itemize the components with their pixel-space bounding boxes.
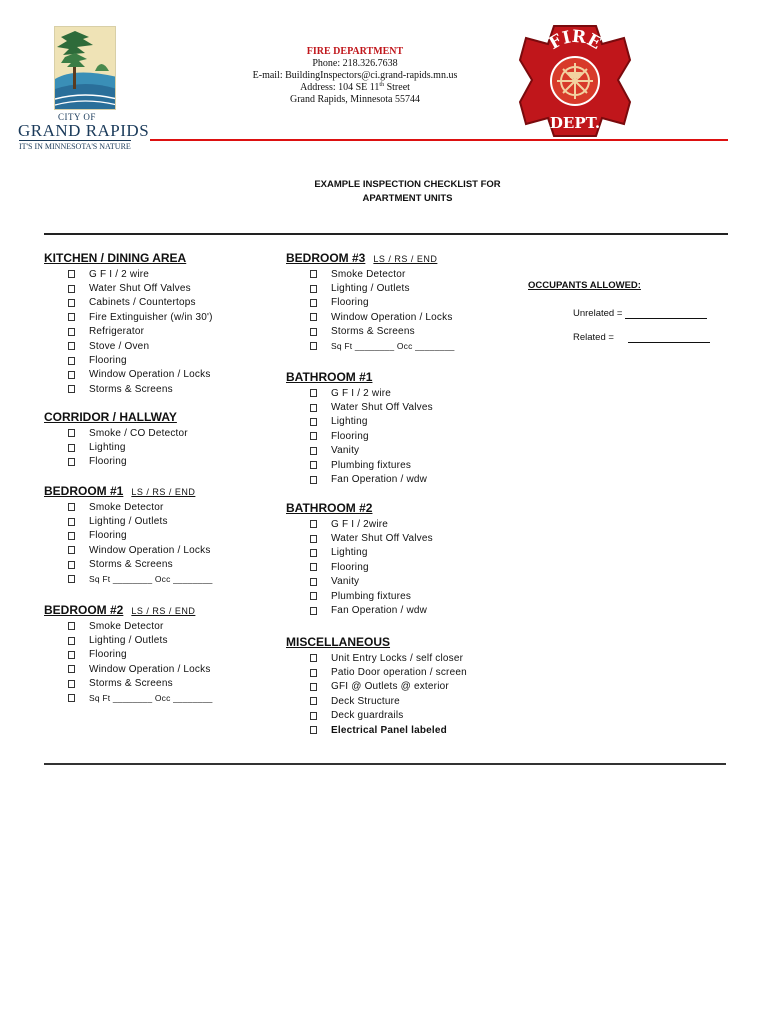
related-blank-field[interactable]	[628, 333, 710, 343]
checklist-item	[68, 500, 213, 514]
checklist-item-label: Flooring	[89, 355, 127, 367]
checklist-item	[310, 281, 455, 295]
checklist-item-label: Flooring	[331, 561, 369, 573]
title-line-2: APARTMENT UNITS	[362, 193, 453, 204]
checklist-item-label: G F I / 2 wire	[89, 268, 150, 280]
checkbox[interactable]	[68, 503, 75, 511]
checkbox[interactable]	[310, 683, 317, 691]
address-sup: th	[379, 82, 385, 88]
checklist-item-label: Fan Operation / wdw	[331, 474, 428, 486]
section-title: CORRIDOR / HALLWAY	[44, 410, 177, 424]
checklist-item-label: Smoke Detector	[89, 501, 164, 513]
checklist-item-label: Sq Ft ________ Occ ________	[331, 341, 455, 352]
checkbox[interactable]	[68, 285, 75, 293]
checklist-item-label: Vanity	[331, 576, 360, 588]
checklist-item-label: Smoke Detector	[89, 620, 164, 632]
checklist-item	[68, 648, 213, 662]
checkbox[interactable]	[68, 680, 75, 688]
section-header	[286, 251, 455, 267]
section-title: KITCHEN / DINING AREA	[44, 251, 187, 265]
checklist-item-label: G F I / 2wire	[331, 518, 389, 530]
checkbox[interactable]	[310, 563, 317, 571]
checklist-item	[310, 575, 433, 589]
checklist-item	[310, 665, 467, 679]
checklist-item	[68, 267, 213, 281]
checklist-item	[310, 415, 433, 429]
checklist-item	[310, 589, 433, 603]
section-title: BEDROOM #3	[286, 251, 366, 265]
section-bathroom-2	[286, 501, 433, 618]
checklist-item	[68, 426, 188, 440]
section-bedroom-2	[44, 603, 213, 705]
checklist-item-label: Storms & Screens	[331, 326, 415, 338]
checklist-item-label: Storms & Screens	[89, 383, 173, 395]
checklist-item	[68, 310, 213, 324]
email-text: E-mail: BuildingInspectors@ci.grand-rapids.mn.us	[252, 70, 458, 81]
checklist-item	[310, 400, 433, 414]
checklist-item-label: Sq Ft ________ Occ ________	[89, 574, 213, 585]
checkbox[interactable]	[310, 549, 317, 557]
section-miscellaneous	[286, 635, 467, 737]
checklist-item-label: Smoke Detector	[331, 268, 406, 280]
checkbox[interactable]	[68, 458, 75, 466]
checklist-item-label: GFI @ Outlets @ exterior	[331, 681, 449, 693]
checklist-item	[68, 353, 213, 367]
tree-logo-icon	[54, 26, 116, 110]
logo-city-name: GRAND RAPIDS	[18, 121, 150, 140]
checkbox[interactable]	[68, 651, 75, 659]
checklist-item	[68, 619, 213, 633]
section-suffix: LS / RS / END	[373, 254, 438, 264]
checklist-item-label: Electrical Panel labeled	[331, 724, 447, 736]
checklist-item-label: Fan Operation / wdw	[331, 605, 428, 617]
checklist-item-label: Smoke / CO Detector	[89, 427, 188, 439]
checklist-item	[68, 382, 213, 396]
checklist-item-label: Water Shut Off Valves	[89, 283, 191, 295]
checklist-item-label: Flooring	[89, 649, 127, 661]
checklist-item	[68, 455, 188, 469]
checklist-item-label: Storms & Screens	[89, 559, 173, 571]
header-divider	[150, 139, 728, 141]
checklist-item	[68, 368, 213, 382]
checklist-item	[310, 723, 467, 737]
section-suffix: LS / RS / END	[131, 487, 196, 497]
checklist-item-label: Window Operation / Locks	[89, 369, 211, 381]
checklist-item	[310, 458, 433, 472]
title-divider	[44, 233, 728, 235]
checkbox[interactable]	[68, 546, 75, 554]
checkbox[interactable]	[68, 665, 75, 673]
section-bedroom-3	[286, 251, 455, 353]
checklist-item-label: Window Operation / Locks	[89, 544, 211, 556]
checklist-item	[68, 558, 213, 572]
page-title	[240, 178, 575, 206]
checklist	[68, 267, 213, 397]
checkbox[interactable]	[68, 532, 75, 540]
checklist-item	[310, 651, 467, 665]
checklist	[310, 386, 433, 487]
checklist-item	[310, 517, 433, 531]
checklist-item-label: Water Shut Off Valves	[331, 402, 433, 414]
section-title: BATHROOM #2	[286, 501, 373, 515]
checkbox[interactable]	[310, 418, 317, 426]
section-header	[44, 484, 213, 500]
checklist-item-label: Deck Structure	[331, 695, 400, 707]
section-corridor	[44, 410, 188, 469]
section-title: BEDROOM #2	[44, 603, 124, 617]
occupants-title: OCCUPANTS ALLOWED:	[528, 280, 641, 291]
checklist-item	[68, 440, 188, 454]
checkbox[interactable]	[68, 313, 75, 321]
checklist-item-label: Storms & Screens	[89, 678, 173, 690]
checklist	[68, 619, 213, 705]
checklist-item-label: Lighting	[89, 442, 126, 454]
checkbox[interactable]	[310, 461, 317, 469]
checklist-item-label: Lighting	[331, 416, 368, 428]
checklist-item	[68, 281, 213, 295]
checkbox[interactable]	[310, 520, 317, 528]
logo-tagline: IT'S IN MINNESOTA'S NATURE	[19, 142, 131, 151]
checklist-item	[310, 709, 467, 723]
related-row	[573, 332, 710, 343]
department-name: FIRE DEPARTMENT	[306, 46, 404, 57]
checklist-item-label: Patio Door operation / screen	[331, 667, 467, 679]
checkbox[interactable]	[310, 712, 317, 720]
checklist-item	[310, 680, 467, 694]
section-kitchen	[44, 251, 213, 397]
checklist-item-label: Lighting / Outlets	[331, 283, 410, 295]
checklist-item-label: G F I / 2 wire	[331, 387, 392, 399]
checklist-item-label: Flooring	[89, 530, 127, 542]
checklist-item-label: Plumbing fixtures	[331, 459, 412, 471]
address-text	[230, 82, 480, 94]
contact-block	[230, 46, 480, 106]
checkbox[interactable]	[68, 637, 75, 645]
checkbox[interactable]	[310, 578, 317, 586]
phone-text: Phone: 218.326.7638	[312, 58, 398, 69]
occupants-allowed	[528, 280, 728, 343]
checklist-item-label: Flooring	[89, 456, 127, 468]
checklist	[68, 426, 188, 469]
checklist-item	[310, 531, 433, 545]
checkbox[interactable]	[310, 299, 317, 307]
checklist-item	[310, 472, 433, 486]
checklist-item-label: Water Shut Off Valves	[331, 533, 433, 545]
checkbox[interactable]	[310, 270, 317, 278]
checklist-item-label: Refrigerator	[89, 326, 145, 338]
checkbox[interactable]	[68, 622, 75, 630]
checkbox[interactable]	[310, 669, 317, 677]
checkbox[interactable]	[68, 371, 75, 379]
checklist-item	[68, 662, 213, 676]
checklist-item-label: Deck guardrails	[331, 710, 404, 722]
checklist-item-label: Window Operation / Locks	[331, 311, 453, 323]
section-bedroom-1	[44, 484, 213, 586]
checklist-item-label: Stove / Oven	[89, 340, 150, 352]
checkbox[interactable]	[310, 328, 317, 336]
checkbox[interactable]	[310, 592, 317, 600]
checklist	[310, 651, 467, 737]
checkbox[interactable]	[68, 299, 75, 307]
address-prefix: Address: 104 SE 11	[300, 82, 380, 93]
checklist-item	[68, 325, 213, 339]
bottom-divider	[44, 763, 726, 765]
checklist-item-label: Flooring	[331, 297, 369, 309]
checkbox[interactable]	[310, 432, 317, 440]
checkbox[interactable]	[68, 342, 75, 350]
checklist	[310, 517, 433, 618]
checklist-item-label: Unit Entry Locks / self closer	[331, 652, 464, 664]
checkbox[interactable]	[310, 342, 317, 350]
checkbox[interactable]	[68, 575, 75, 583]
section-title: BEDROOM #1	[44, 484, 124, 498]
checkbox[interactable]	[310, 476, 317, 484]
checklist-item	[68, 572, 213, 586]
checklist-item-label: Lighting / Outlets	[89, 516, 168, 528]
checkbox[interactable]	[310, 697, 317, 705]
checkbox[interactable]	[68, 561, 75, 569]
checklist-item-label: Sq Ft ________ Occ ________	[89, 693, 213, 704]
checklist-item	[310, 546, 433, 560]
checkbox[interactable]	[310, 389, 317, 397]
checklist-item	[310, 267, 455, 281]
checkbox[interactable]	[68, 270, 75, 278]
checklist-item	[310, 325, 455, 339]
section-title: MISCELLANEOUS	[286, 635, 391, 649]
checklist-item	[310, 310, 455, 324]
checklist-item-label: Cabinets / Countertops	[89, 297, 196, 309]
checklist-item	[310, 560, 433, 574]
checkbox[interactable]	[310, 535, 317, 543]
checklist-item	[310, 429, 433, 443]
checklist-item-label: Fire Extinguisher (w/in 30')	[89, 311, 213, 323]
checkbox[interactable]	[68, 694, 75, 702]
unrelated-blank-field[interactable]	[625, 309, 707, 319]
checklist-item	[68, 296, 213, 310]
section-bathroom-1	[286, 370, 433, 487]
checklist-item	[68, 514, 213, 528]
checklist-item	[68, 339, 213, 353]
checkbox[interactable]	[310, 285, 317, 293]
section-header	[44, 603, 213, 619]
checklist-item-label: Vanity	[331, 445, 360, 457]
checklist-item	[310, 444, 433, 458]
city-logo	[18, 26, 148, 150]
badge-bottom-text: DEPT.	[549, 114, 601, 132]
checkbox[interactable]	[310, 447, 317, 455]
checklist-item	[68, 677, 213, 691]
checklist-item	[68, 691, 213, 705]
checklist	[68, 500, 213, 586]
checklist-item-label: Flooring	[331, 430, 369, 442]
title-line-1: EXAMPLE INSPECTION CHECKLIST FOR	[314, 179, 501, 190]
fire-dept-badge-icon	[514, 22, 636, 140]
checklist-item	[68, 543, 213, 557]
related-label: Related =	[573, 332, 614, 343]
checkbox[interactable]	[68, 385, 75, 393]
checklist-item-label: Plumbing fixtures	[331, 590, 412, 602]
checklist-item	[310, 694, 467, 708]
checklist-item	[310, 386, 433, 400]
checklist-item-label: Lighting	[331, 547, 368, 559]
checkbox[interactable]	[310, 726, 317, 734]
section-suffix: LS / RS / END	[131, 606, 196, 616]
checkbox[interactable]	[68, 357, 75, 365]
checklist-item	[68, 529, 213, 543]
section-title: BATHROOM #1	[286, 370, 373, 384]
unrelated-row	[573, 308, 707, 319]
checklist-item	[310, 339, 455, 353]
city-state-text: Grand Rapids, Minnesota 55744	[290, 94, 420, 105]
checkbox[interactable]	[310, 654, 317, 662]
checklist-item	[310, 603, 433, 617]
checkbox[interactable]	[68, 444, 75, 452]
checkbox[interactable]	[310, 607, 317, 615]
unrelated-label: Unrelated =	[573, 308, 626, 319]
checklist-item-label: Lighting / Outlets	[89, 635, 168, 647]
checklist-item-label: Window Operation / Locks	[89, 663, 211, 675]
checkbox[interactable]	[68, 429, 75, 437]
checkbox[interactable]	[310, 313, 317, 321]
checklist	[310, 267, 455, 353]
checkbox[interactable]	[68, 518, 75, 526]
checkbox[interactable]	[310, 404, 317, 412]
checklist-item	[310, 296, 455, 310]
logo-city-of: CITY OF	[58, 112, 96, 122]
checklist-item	[68, 633, 213, 647]
address-suffix: Street	[384, 82, 410, 93]
badge-top-text: FIRE	[545, 26, 605, 54]
checkbox[interactable]	[68, 328, 75, 336]
